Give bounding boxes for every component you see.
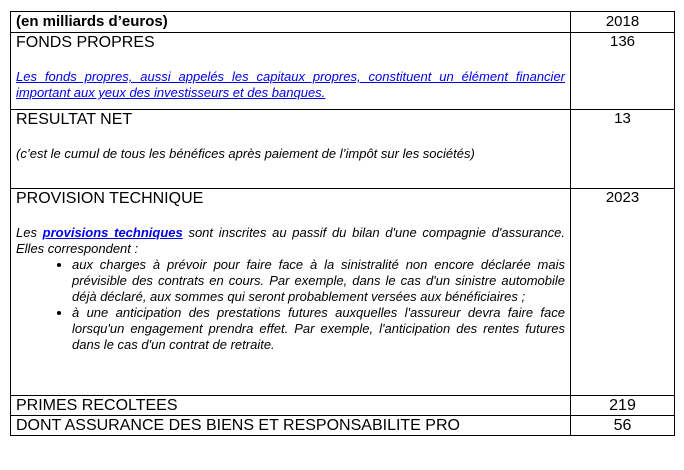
fonds-propres-note xyxy=(16,69,565,101)
resultat-net-value: 13 xyxy=(571,110,675,189)
dont-title: DONT ASSURANCE DES BIENS ET RESPONSABILITE PRO xyxy=(11,416,571,436)
fonds-propres-cell xyxy=(11,33,571,110)
provisions-techniques-link[interactable]: provisions techniques xyxy=(42,225,183,240)
provision-intro-before: Les xyxy=(16,225,43,240)
provision-bullets xyxy=(16,257,565,353)
provision-bullet: • à une anticipation des prestations futures auxquelles l'assureur devra faire face lorsqu'un engagement prendra effet. Par exemple, l'anticipation des rentes futures dans le cas d'un contrat de retraite. xyxy=(72,305,565,353)
fonds-propres-link[interactable]: Les fonds propres, aussi appelés les capitaux propres, constituent un élément financier important aux yeux des investisseurs et des banques. xyxy=(16,69,565,100)
primes-value: 219 xyxy=(571,396,675,416)
provision-title: PROVISION TECHNIQUE xyxy=(16,190,204,207)
resultat-net-cell xyxy=(11,110,571,189)
provision-intro-after: sont inscrites au passif du bilan d'une compagnie d'assurance. Elles correspondent : xyxy=(16,225,565,256)
provision-value: 2023 xyxy=(571,189,675,396)
resultat-net-note: (c’est le cumul de tous les bénéfices après paiement de l’impôt sur les sociétés) xyxy=(16,146,475,161)
header-label: (en milliards d’euros) xyxy=(16,13,168,30)
provision-intro xyxy=(16,225,565,257)
resultat-net-row xyxy=(11,110,675,189)
header-year: 2018 xyxy=(605,13,640,30)
primes-title: PRIMES RECOLTEES xyxy=(11,396,571,416)
fonds-propres-row xyxy=(11,33,675,110)
provision-bullet: • aux charges à prévoir pour faire face à la sinistralité non encore déclarée mais prévisible des contrats en cours. Par exemple, dans le cas d'un sinistre automobile déjà déclaré, aux sommes qui seront probablement versées aux bénéficiaires ; xyxy=(72,257,565,305)
dont-row xyxy=(11,416,675,436)
resultat-net-title: RESULTAT NET xyxy=(16,111,133,128)
provision-row xyxy=(11,189,675,396)
financial-table xyxy=(10,11,675,436)
header-year-cell xyxy=(571,12,675,33)
header-label-cell xyxy=(11,12,571,33)
dont-value: 56 xyxy=(571,416,675,436)
primes-row xyxy=(11,396,675,416)
fonds-propres-value: 136 xyxy=(571,33,675,110)
provision-cell xyxy=(11,189,571,396)
fonds-propres-title: FONDS PROPRES xyxy=(16,34,155,51)
header-row xyxy=(11,12,675,33)
